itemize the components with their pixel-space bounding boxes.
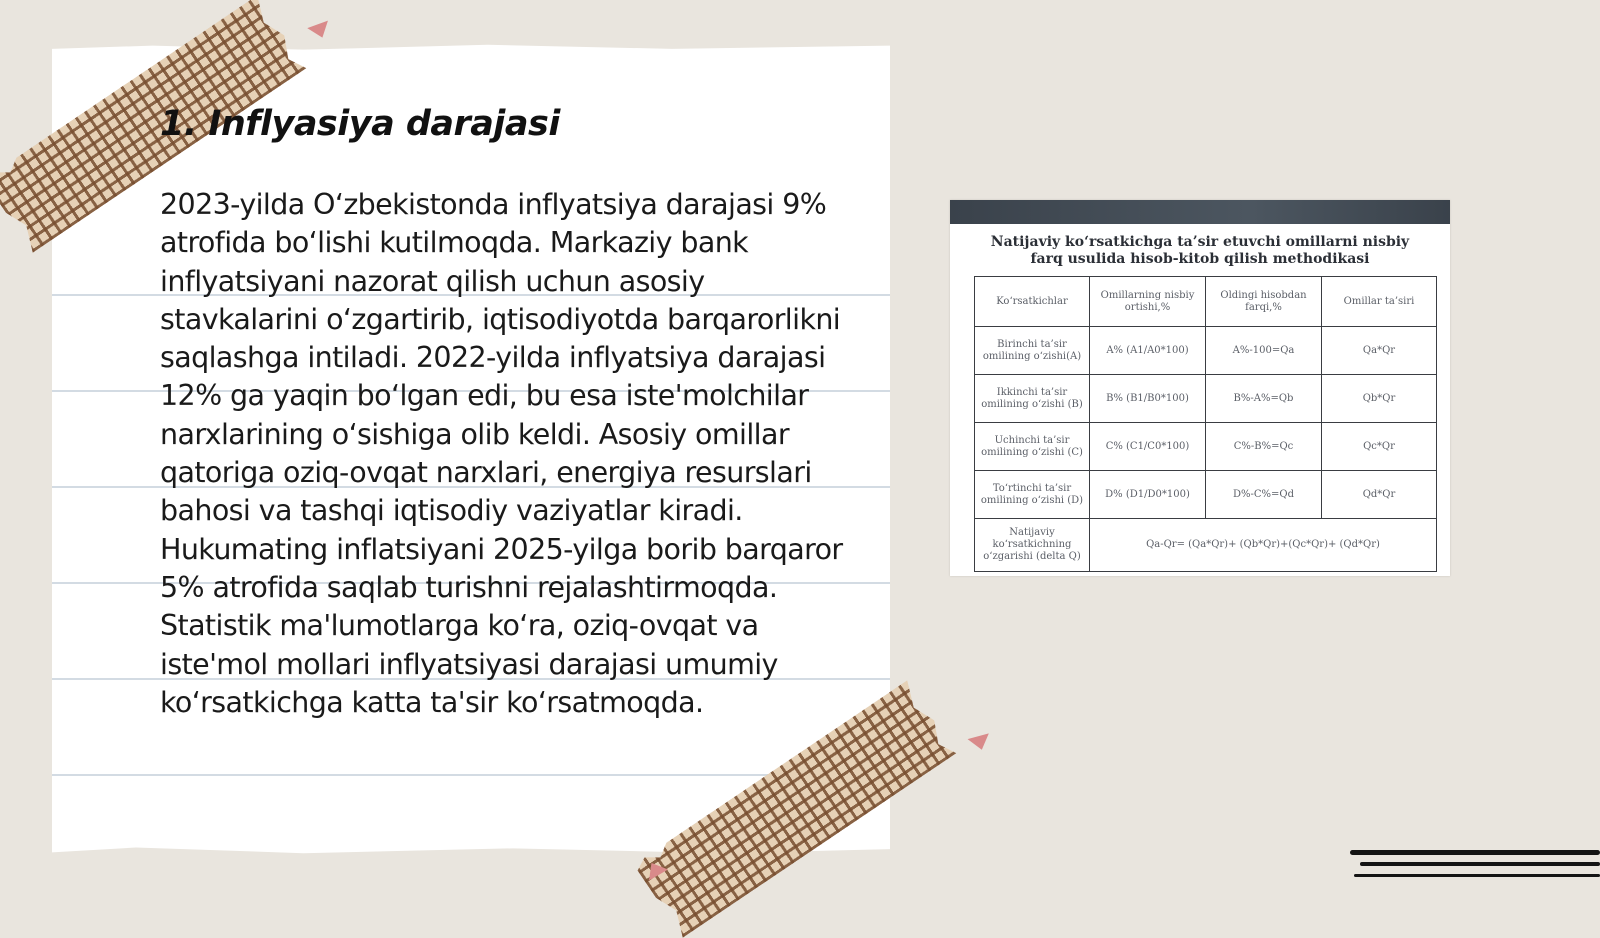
table-cell: C% (C1/C0*100) bbox=[1090, 423, 1206, 471]
methodology-table bbox=[974, 276, 1437, 572]
table-cell: Uchinchi ta’sir omilining o‘zishi (C) bbox=[975, 423, 1090, 471]
table-cell: Qb*Qr bbox=[1322, 375, 1437, 423]
table-row bbox=[975, 471, 1437, 519]
table-header-row bbox=[975, 277, 1437, 327]
table-row bbox=[975, 423, 1437, 471]
table-cell: Natijaviy ko‘rsatkichning o‘zgarishi (delta Q) bbox=[975, 519, 1090, 572]
table-cell: Birinchi ta’sir omilining o‘zishi(A) bbox=[975, 327, 1090, 375]
table-header-cell: Ko‘rsatkichlar bbox=[975, 277, 1090, 327]
table-row bbox=[975, 327, 1437, 375]
table-row bbox=[975, 375, 1437, 423]
figure-title: Natijaviy ko‘rsatkichga ta’sir etuvchi omillarni nisbiy farq usulida hisob-kitob qilish methodikasi bbox=[990, 234, 1410, 267]
brush-stroke bbox=[1350, 850, 1600, 855]
slide-title: 1. Inflyasiya darajasi bbox=[160, 104, 560, 144]
table-header-cell: Oldingi hisobdan farqi,% bbox=[1206, 277, 1322, 327]
brush-stroke bbox=[1360, 862, 1600, 866]
figure-header-bar bbox=[950, 200, 1450, 224]
table-cell: Qc*Qr bbox=[1322, 423, 1437, 471]
table-formula-cell: Qa-Qr= (Qa*Qr)+ (Qb*Qr)+(Qc*Qr)+ (Qd*Qr) bbox=[1090, 519, 1437, 572]
table-cell: Qd*Qr bbox=[1322, 471, 1437, 519]
table-cell: Ikkinchi ta’sir omilining o‘zishi (B) bbox=[975, 375, 1090, 423]
pin-marker bbox=[968, 733, 993, 752]
table-header-cell: Omillar ta’siri bbox=[1322, 277, 1437, 327]
methodology-table-figure bbox=[950, 200, 1450, 576]
table-cell: D%-C%=Qd bbox=[1206, 471, 1322, 519]
table-cell: B% (B1/B0*100) bbox=[1090, 375, 1206, 423]
table-header-cell: Omillarning nisbiy ortishi,% bbox=[1090, 277, 1206, 327]
table-cell: To‘rtinchi ta’sir omilining o‘zishi (D) bbox=[975, 471, 1090, 519]
table-cell: A% (A1/A0*100) bbox=[1090, 327, 1206, 375]
table-cell: C%-B%=Qc bbox=[1206, 423, 1322, 471]
table-cell: Qa*Qr bbox=[1322, 327, 1437, 375]
brush-stroke bbox=[1354, 874, 1600, 877]
table-cell: A%-100=Qa bbox=[1206, 327, 1322, 375]
pin-marker bbox=[307, 21, 332, 42]
table-cell: D% (D1/D0*100) bbox=[1090, 471, 1206, 519]
table-cell: B%-A%=Qb bbox=[1206, 375, 1322, 423]
decorative-brush-lines bbox=[1350, 848, 1600, 888]
slide-body-text: 2023-yilda O‘zbekistonda inflyatsiya darajasi 9% atrofida bo‘lishi kutilmoqda. Markaziy bank inflyatsiyani nazorat qilish uchun asosiy stavkalarini o‘zgartirib, iqtisodiyotda barqarorlikni saqlashga intiladi. 2022-yilda inflyatsiya darajasi 12% ga yaqin bo‘lgan edi, bu esa iste'molchilar narxlarining o‘sishiga olib keldi. Asosiy omillar qatoriga oziq-ovqat narxlari, energiya resurslari bahosi va tashqi iqtisodiy vaziyatlar kiradi. Hukumating inflatsiyani 2025-yilga borib barqaror 5% atrofida saqlab turishni rejalashtirmoqda. Statistik ma'lumotlarga ko‘ra, oziq-ovqat va iste'mol mollari inflyatsiyasi darajasi umumiy ko‘rsatkichga katta ta'sir ko‘rsatmoqda. bbox=[160, 188, 843, 719]
ruled-line bbox=[52, 774, 890, 776]
table-row bbox=[975, 519, 1437, 572]
